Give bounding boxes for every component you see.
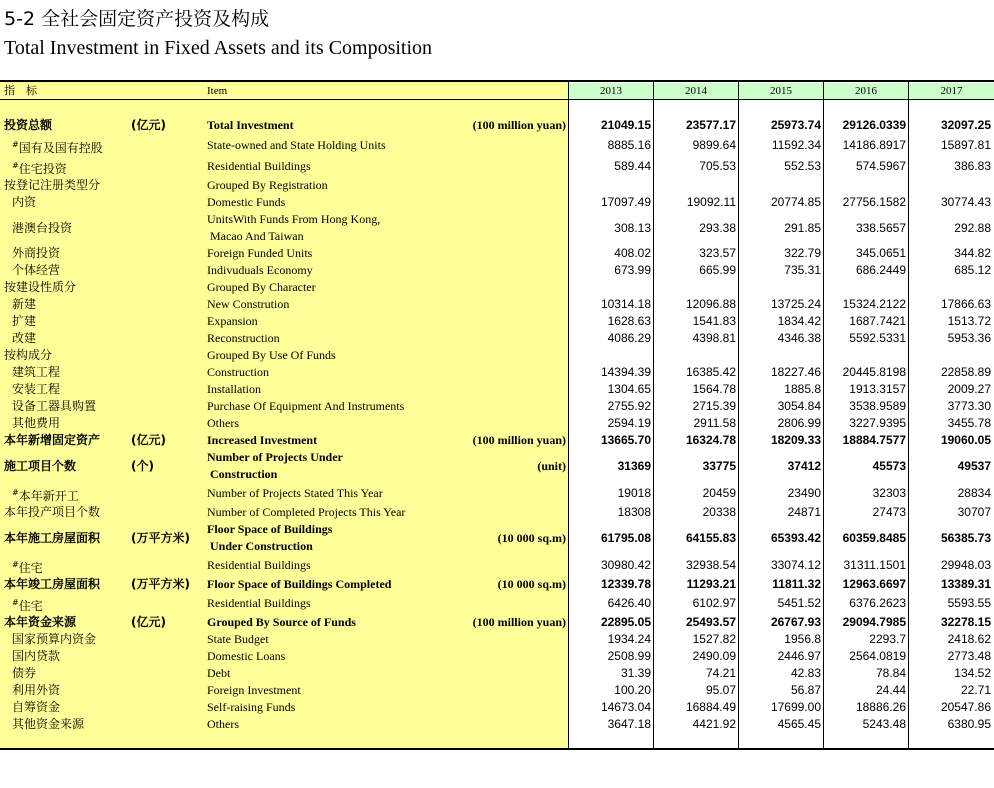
value-cell-2014: 20459: [702, 486, 736, 500]
column-divider: [823, 82, 824, 748]
value-cell-2013: 2594.19: [607, 416, 651, 430]
value-cell-2016: 345.0651: [855, 246, 906, 260]
value-cell-2014: 32938.54: [685, 558, 736, 572]
value-cell-2014: 665.99: [699, 263, 736, 277]
value-cell-2013: 308.13: [614, 221, 651, 235]
value-cell-2016: 45573: [872, 459, 906, 473]
value-cell-2015: 42.83: [790, 666, 821, 680]
value-cell-2017: 17866.63: [940, 297, 991, 311]
row-label-en: Residential Buildings: [207, 558, 311, 572]
value-cell-2014: 2715.39: [692, 399, 736, 413]
row-unit-zh: (万平方米): [131, 577, 190, 591]
value-cell-2013: 19018: [617, 486, 651, 500]
value-cell-2016: 3227.9395: [849, 416, 906, 430]
value-cell-2016: 574.5967: [855, 159, 906, 173]
value-cell-2015: 17699.00: [770, 700, 821, 714]
row-label-zh: #住宅: [12, 598, 43, 613]
value-cell-2017: 13389.31: [940, 577, 991, 591]
value-cell-2014: 16385.42: [685, 365, 736, 379]
value-cell-2016: 31311.1501: [843, 558, 906, 572]
row-label-zh: 本年新增固定资产: [4, 433, 101, 447]
value-cell-2017: 292.88: [954, 221, 991, 235]
row-label-en: Purchase Of Equipment And Instruments: [207, 399, 405, 413]
value-cell-2015: 1834.42: [777, 314, 821, 328]
value-cell-2014: 705.53: [699, 159, 736, 173]
year-header-2014: 2014: [654, 83, 738, 99]
value-cell-2014: 20338: [702, 505, 736, 519]
value-cell-2014: 16324.78: [685, 433, 736, 447]
table-top-rule: [0, 80, 994, 82]
value-cell-2016: 338.5657: [855, 221, 906, 235]
value-cell-2013: 61795.08: [600, 531, 651, 545]
row-unit-zh: (个): [131, 459, 154, 473]
value-cell-2014: 4398.81: [692, 331, 736, 345]
value-cell-2016: 18884.7577: [842, 433, 906, 447]
row-label-en: Grouped By Use Of Funds: [207, 348, 336, 362]
row-label-en: Floor Space of Buildings: [207, 522, 333, 536]
value-cell-2016: 78.84: [875, 666, 906, 680]
row-label-zh: #住宅: [12, 560, 43, 575]
row-label-zh: #国有及国有控股: [12, 140, 103, 155]
row-label-en-cont: Macao And Taiwan: [210, 229, 304, 243]
value-cell-2016: 686.2449: [855, 263, 906, 277]
value-cell-2013: 4086.29: [607, 331, 651, 345]
value-cell-2015: 56.87: [790, 683, 821, 697]
value-cell-2016: 5592.5331: [849, 331, 906, 345]
value-cell-2015: 33074.12: [770, 558, 821, 572]
header-indicator-zh: 指 标: [4, 84, 37, 97]
subitem-marker: #: [12, 560, 19, 569]
value-cell-2016: 29094.7985: [842, 615, 906, 629]
value-cell-2014: 95.07: [705, 683, 736, 697]
row-label-en: Residential Buildings: [207, 596, 311, 610]
value-cell-2016: 60359.8485: [842, 531, 906, 545]
row-unit-zh: (亿元): [131, 118, 166, 132]
row-label-en: Others: [207, 416, 239, 430]
row-label-en: Installation: [207, 382, 261, 396]
value-cell-2013: 14394.39: [600, 365, 651, 379]
value-cell-2013: 408.02: [614, 246, 651, 260]
value-cell-2016: 2564.0819: [849, 649, 906, 663]
value-cell-2015: 5451.52: [777, 596, 821, 610]
row-label-zh: 按建设性质分: [4, 280, 77, 294]
row-label-en: Foreign Investment: [207, 683, 301, 697]
row-label-en: Grouped By Registration: [207, 178, 328, 192]
row-label-en: Construction: [207, 365, 269, 379]
value-cell-2016: 14186.8917: [842, 138, 906, 152]
value-cell-2013: 31.39: [620, 666, 651, 680]
value-cell-2013: 2755.92: [607, 399, 651, 413]
value-cell-2017: 5593.55: [947, 596, 991, 610]
value-cell-2014: 2490.09: [692, 649, 736, 663]
row-label-zh: 安装工程: [12, 382, 61, 396]
value-cell-2016: 27473: [872, 505, 906, 519]
row-label-en: UnitsWith Funds From Hong Kong,: [207, 212, 381, 226]
row-label-zh: 外商投资: [12, 246, 61, 260]
row-unit-en: (100 million yuan): [472, 118, 566, 132]
row-label-zh: 按登记注册类型分: [4, 178, 101, 192]
value-cell-2013: 1304.65: [607, 382, 651, 396]
value-cell-2017: 134.52: [954, 666, 991, 680]
row-unit-en: (unit): [537, 459, 566, 473]
row-label-zh: 投资总额: [4, 118, 53, 132]
value-cell-2013: 8885.16: [607, 138, 651, 152]
value-cell-2017: 49537: [957, 459, 991, 473]
value-cell-2013: 1628.63: [607, 314, 651, 328]
value-cell-2013: 1934.24: [607, 632, 651, 646]
value-cell-2017: 22.71: [960, 683, 991, 697]
value-cell-2015: 2806.99: [777, 416, 821, 430]
row-label-zh: 新建: [12, 297, 37, 311]
value-cell-2016: 20445.8198: [842, 365, 906, 379]
value-cell-2016: 12963.6697: [842, 577, 906, 591]
value-cell-2013: 6426.40: [607, 596, 651, 610]
value-cell-2014: 1527.82: [692, 632, 736, 646]
value-cell-2017: 5953.36: [947, 331, 991, 345]
value-cell-2013: 21049.15: [600, 118, 651, 132]
value-cell-2014: 12096.88: [685, 297, 736, 311]
value-cell-2016: 29126.0339: [842, 118, 906, 132]
value-cell-2013: 12339.78: [600, 577, 651, 591]
row-label-zh: 本年资金来源: [4, 615, 77, 629]
value-cell-2014: 293.38: [699, 221, 736, 235]
value-cell-2013: 30980.42: [600, 558, 651, 572]
page-title-en: Total Investment in Fixed Assets and its Composition: [4, 37, 433, 59]
row-label-zh: 其他资金来源: [12, 717, 85, 731]
value-cell-2017: 20547.86: [940, 700, 991, 714]
value-cell-2016: 1687.7421: [849, 314, 906, 328]
value-cell-2014: 74.21: [705, 666, 736, 680]
row-label-en: Reconstruction: [207, 331, 280, 345]
row-label-en: Increased Investment: [207, 433, 318, 447]
value-cell-2015: 4346.38: [777, 331, 821, 345]
year-header-2017: 2017: [909, 83, 994, 99]
value-cell-2015: 25973.74: [770, 118, 821, 132]
value-cell-2014: 11293.21: [686, 577, 736, 591]
row-label-en-cont: Under Construction: [210, 539, 313, 553]
value-cell-2015: 26767.93: [770, 615, 821, 629]
value-cell-2017: 344.82: [954, 246, 991, 260]
value-cell-2014: 64155.83: [685, 531, 736, 545]
value-cell-2013: 18308: [617, 505, 651, 519]
value-cell-2017: 685.12: [954, 263, 991, 277]
value-cell-2015: 735.31: [784, 263, 821, 277]
row-label-zh: 本年投产项目个数: [4, 505, 101, 519]
subitem-marker: #: [12, 161, 19, 170]
value-cell-2013: 589.44: [614, 159, 651, 173]
value-cell-2017: 3455.78: [947, 416, 991, 430]
row-label-en: Residential Buildings: [207, 159, 311, 173]
row-label-zh: 设备工器具购置: [12, 399, 97, 413]
row-label-en: State Budget: [207, 632, 269, 646]
row-label-zh: 本年施工房屋面积: [4, 531, 101, 545]
row-unit-zh: (亿元): [131, 433, 166, 447]
value-cell-2015: 322.79: [784, 246, 821, 260]
table-bottom-rule: [0, 748, 994, 750]
value-cell-2013: 10314.18: [600, 297, 651, 311]
value-cell-2016: 3538.9589: [849, 399, 906, 413]
value-cell-2014: 4421.92: [692, 717, 736, 731]
value-cell-2014: 2911.58: [693, 416, 736, 430]
value-cell-2014: 323.57: [699, 246, 736, 260]
value-cell-2017: 30707: [957, 505, 991, 519]
row-label-en: Foreign Funded Units: [207, 246, 313, 260]
value-cell-2017: 56385.73: [940, 531, 991, 545]
row-unit-zh: (万平方米): [131, 531, 190, 545]
value-cell-2014: 6102.97: [692, 596, 736, 610]
value-cell-2015: 65393.42: [770, 531, 821, 545]
row-label-en: Grouped By Source of Funds: [207, 615, 356, 629]
value-cell-2014: 9899.64: [692, 138, 736, 152]
row-label-en: Others: [207, 717, 239, 731]
row-unit-zh: (亿元): [131, 615, 166, 629]
value-cell-2017: 22858.89: [940, 365, 991, 379]
row-label-en: Domestic Loans: [207, 649, 286, 663]
row-label-en: New Constrution: [207, 297, 290, 311]
row-label-zh: 内资: [12, 195, 37, 209]
value-cell-2013: 100.20: [614, 683, 651, 697]
row-unit-en: (100 million yuan): [472, 615, 566, 629]
value-cell-2013: 22895.05: [600, 615, 651, 629]
header-rule: [0, 99, 994, 100]
column-divider: [738, 82, 739, 748]
value-cell-2016: 6376.2623: [849, 596, 906, 610]
value-cell-2015: 291.85: [784, 221, 821, 235]
row-label-en: Total Investment: [207, 118, 294, 132]
value-cell-2016: 2293.7: [869, 632, 906, 646]
row-label-zh: 利用外资: [12, 683, 61, 697]
row-label-zh: 改建: [12, 331, 37, 345]
value-cell-2015: 3054.84: [777, 399, 821, 413]
subitem-marker: #: [12, 598, 19, 607]
row-label-zh: 本年竣工房屋面积: [4, 577, 101, 591]
value-cell-2013: 31369: [617, 459, 651, 473]
value-cell-2017: 32278.15: [940, 615, 991, 629]
value-cell-2015: 24871: [787, 505, 821, 519]
row-label-zh: 施工项目个数: [4, 459, 77, 473]
row-label-en: Number of Completed Projects This Year: [207, 505, 406, 519]
row-unit-en: (100 million yuan): [472, 433, 566, 447]
value-cell-2017: 15897.81: [940, 138, 991, 152]
value-cell-2015: 1885.8: [784, 382, 821, 396]
value-cell-2013: 673.99: [614, 263, 651, 277]
value-cell-2014: 33775: [702, 459, 736, 473]
value-cell-2017: 3773.30: [947, 399, 991, 413]
row-label-zh: 个体经营: [12, 263, 61, 277]
subitem-marker: #: [12, 140, 19, 149]
value-cell-2015: 11811.32: [772, 577, 821, 591]
page-title-zh: 5-2 全社会固定资产投资及构成: [4, 8, 270, 30]
value-cell-2017: 29948.03: [940, 558, 991, 572]
year-header-2013: 2013: [569, 83, 653, 99]
value-cell-2016: 32303: [872, 486, 906, 500]
value-cell-2015: 18227.46: [770, 365, 821, 379]
row-label-zh: 国内贷款: [12, 649, 61, 663]
value-cell-2015: 23490: [787, 486, 821, 500]
value-cell-2016: 18886.26: [855, 700, 906, 714]
value-cell-2017: 1513.72: [947, 314, 991, 328]
year-header-2016: 2016: [824, 83, 908, 99]
value-cell-2013: 3647.18: [607, 717, 651, 731]
value-cell-2014: 19092.11: [686, 195, 736, 209]
value-cell-2017: 2773.48: [947, 649, 991, 663]
row-label-en: Domestic Funds: [207, 195, 286, 209]
value-cell-2014: 23577.17: [685, 118, 736, 132]
row-label-zh: 自筹资金: [12, 700, 61, 714]
row-label-zh: 建筑工程: [12, 365, 61, 379]
row-label-zh: 债券: [12, 666, 37, 680]
row-unit-en: (10 000 sq.m): [497, 577, 566, 591]
value-cell-2017: 19060.05: [940, 433, 991, 447]
value-cell-2014: 1564.78: [692, 382, 736, 396]
value-cell-2014: 16884.49: [685, 700, 736, 714]
row-label-zh: 按构成分: [4, 348, 53, 362]
value-cell-2017: 386.83: [954, 159, 991, 173]
row-unit-en: (10 000 sq.m): [497, 531, 566, 545]
value-cell-2016: 27756.1582: [842, 195, 906, 209]
value-cell-2016: 24.44: [875, 683, 906, 697]
column-divider: [908, 82, 909, 748]
row-label-en: Debt: [207, 666, 231, 680]
value-cell-2017: 32097.25: [940, 118, 991, 132]
value-cell-2015: 2446.97: [777, 649, 821, 663]
row-label-en: Grouped By Character: [207, 280, 316, 294]
value-cell-2015: 11592.34: [771, 138, 821, 152]
value-cell-2017: 28834: [957, 486, 991, 500]
row-label-en: State-owned and State Holding Units: [207, 138, 386, 152]
value-cell-2017: 6380.95: [947, 717, 991, 731]
header-item-en: Item: [207, 85, 228, 97]
row-label-zh: 港澳台投资: [12, 221, 73, 235]
row-label-zh: 其他费用: [12, 416, 61, 430]
value-cell-2017: 2418.62: [947, 632, 991, 646]
value-cell-2015: 4565.45: [777, 717, 821, 731]
value-cell-2016: 15324.2122: [842, 297, 906, 311]
value-cell-2016: 1913.3157: [849, 382, 906, 396]
column-divider: [568, 82, 569, 748]
row-label-zh: 国家预算内资金: [12, 632, 97, 646]
subitem-marker: #: [12, 488, 19, 497]
value-cell-2016: 5243.48: [862, 717, 906, 731]
value-cell-2015: 20774.85: [770, 195, 821, 209]
value-cell-2015: 552.53: [784, 159, 821, 173]
row-label-zh: #住宅投资: [12, 161, 67, 176]
value-cell-2013: 13665.70: [600, 433, 651, 447]
value-cell-2013: 2508.99: [607, 649, 651, 663]
value-cell-2017: 2009.27: [947, 382, 991, 396]
row-label-en-cont: Construction: [210, 467, 278, 481]
value-cell-2017: 30774.43: [940, 195, 991, 209]
value-cell-2015: 13725.24: [770, 297, 821, 311]
value-cell-2013: 17097.49: [600, 195, 651, 209]
row-label-en: Self-raising Funds: [207, 700, 296, 714]
value-cell-2014: 25493.57: [685, 615, 736, 629]
value-cell-2014: 1541.83: [692, 314, 736, 328]
value-cell-2015: 37412: [787, 459, 821, 473]
row-label-en: Number of Projects Stated This Year: [207, 486, 383, 500]
row-label-en: Number of Projects Under: [207, 450, 343, 464]
value-cell-2015: 18209.33: [770, 433, 821, 447]
row-label-zh: 扩建: [12, 314, 37, 328]
year-header-2015: 2015: [739, 83, 823, 99]
row-label-en: Floor Space of Buildings Completed: [207, 577, 392, 591]
row-label-en: Indivuduals Economy: [207, 263, 313, 277]
row-label-zh: #本年新开工: [12, 488, 79, 503]
value-cell-2015: 1956.8: [784, 632, 821, 646]
value-cell-2013: 14673.04: [600, 700, 651, 714]
column-divider: [653, 82, 654, 748]
row-label-en: Expansion: [207, 314, 258, 328]
